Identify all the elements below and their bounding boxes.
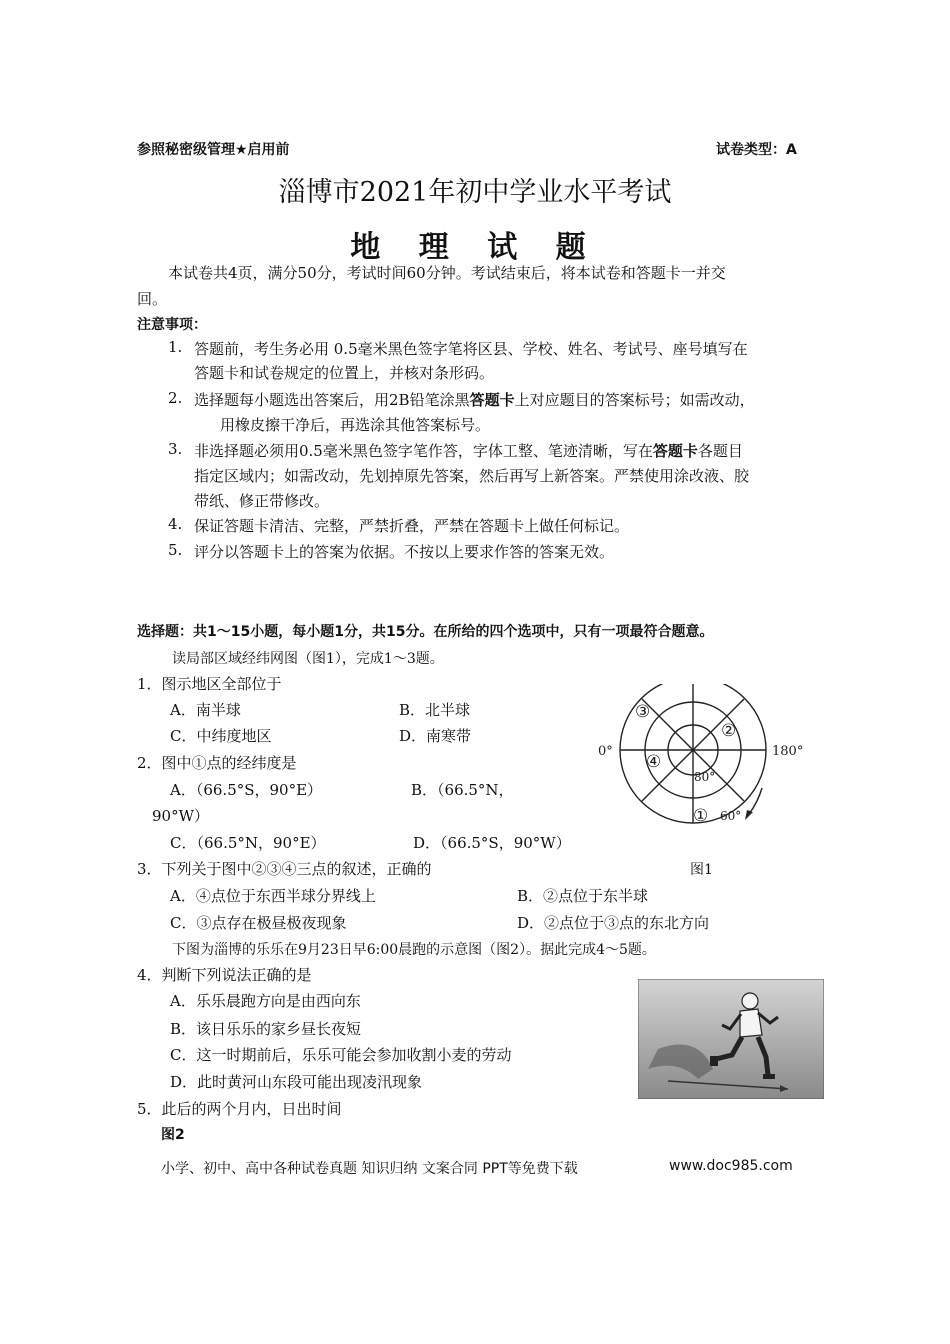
lead-1: 读局部区域经纬网图（图1），完成1～3题。 [172, 651, 444, 667]
q1-option-d: D．南寒带 [399, 727, 472, 745]
q1-stem: 1．图示地区全部位于 [137, 675, 282, 693]
q3-option-a: A．④点位于东西半球分界线上 [170, 887, 376, 905]
note-number: 1. [168, 338, 183, 356]
q4-option-c: C．这一时期前后，乐乐可能会参加收割小麦的劳动 [170, 1046, 512, 1064]
paper-type-label: 试卷类型：A [716, 142, 797, 158]
q3-stem: 3．下列关于图中②③④三点的叙述，正确的 [137, 860, 432, 878]
runner-shoe [710, 1056, 718, 1066]
q2-stem: 2．图中①点的经纬度是 [137, 754, 297, 772]
label-lat-60: 60° [720, 809, 742, 823]
note-3-line-2: 指定区域内；如需改动，先划掉原先答案，然后再写上新答案。严禁使用涂改液、胶 [194, 467, 750, 485]
q1-option-a: A．南半球 [170, 701, 241, 719]
lat-lon-grid-figure [596, 684, 810, 834]
q3-option-c: C．③点存在极昼极夜现象 [170, 914, 347, 932]
intro-line-2: 回。 [137, 290, 168, 308]
note-number: 5. [168, 541, 183, 559]
note-2-text-c: 上对应题目的答案标号；如需改动， [514, 391, 755, 409]
note-5-line-1: 评分以答题卡上的答案为依据。不按以上要求作答的答案无效。 [194, 543, 615, 561]
note-3-bold: 答题卡 [652, 442, 698, 460]
label-lon-0: 0° [598, 744, 613, 759]
notes-heading: 注意事项： [137, 317, 207, 333]
note-number: 2. [168, 389, 183, 407]
point-4-marker: ④ [646, 752, 662, 772]
q2-option-c: C．（66.5°N，90°E） [170, 834, 326, 852]
q2-option-a: A．（66.5°S，90°E） [170, 781, 323, 799]
runner-head [742, 993, 758, 1009]
q4-option-d: D．此时黄河山东段可能出现凌汛现象 [170, 1073, 423, 1091]
note-4-line-1: 保证答题卡清洁、完整，严禁折叠，严禁在答题卡上做任何标记。 [194, 517, 630, 535]
note-2-line-2: 用橡皮擦干净后，再选涂其他答案标号。 [220, 416, 491, 434]
lead-2: 下图为淄博的乐乐在9月23日早6:00晨跑的示意图（图2）。据此完成4～5题。 [172, 942, 656, 958]
q4-option-a: A．乐乐晨跑方向是由西向东 [170, 992, 361, 1010]
point-1-marker: ① [693, 806, 709, 826]
exam-title: 淄博市2021年初中学业水平考试 [278, 177, 672, 208]
note-3-line-3: 带纸、修正带修改。 [194, 492, 330, 510]
note-3-text-c: 各题目 [697, 442, 743, 460]
note-3-text-a: 非选择题必须用0.5毫米黑色签字笔作答，字体工整、笔迹清晰，写在 [194, 442, 653, 460]
arrow-head [745, 810, 753, 820]
photo-background [638, 979, 824, 1099]
q2-option-b-cont: 90°W） [152, 807, 210, 825]
point-2-marker: ② [721, 721, 737, 741]
q5-stem: 5．此后的两个月内，日出时间 [137, 1100, 342, 1118]
label-lon-180: 180° [772, 744, 804, 759]
section-heading: 选择题：共1～15小题，每小题1分，共15分。在所给的四个选项中，只有一项最符合题意。 [137, 624, 714, 640]
label-lat-80: 80° [694, 770, 716, 784]
q1-option-b: B．北半球 [399, 701, 471, 719]
q1-option-c: C．中纬度地区 [170, 727, 272, 745]
note-2-text-a: 选择题每小题选出答案后，用2B铅笔涂黑 [194, 391, 470, 409]
paper-subtitle: 地 理 试 题 [350, 230, 600, 265]
runner-shoe [763, 1074, 775, 1079]
q3-option-b: B．②点位于东半球 [517, 887, 649, 905]
note-2-bold: 答题卡 [469, 391, 515, 409]
secrecy-label: 参照秘密级管理★启用前 [137, 142, 290, 158]
note-1-line-1: 答题前，考生务必用 0.5毫米黑色签字笔将区县、学校、姓名、考试号、座号填写在 [194, 340, 748, 358]
q4-option-b: B．该日乐乐的家乡昼长夜短 [170, 1020, 362, 1038]
note-number: 4. [168, 515, 183, 533]
footer-url[interactable]: www.doc985.com [669, 1158, 793, 1174]
note-3-line-1 [194, 440, 743, 461]
note-1-line-2: 答题卡和试卷规定的位置上，并核对条形码。 [194, 364, 495, 382]
q3-option-d: D．②点位于③点的东北方向 [517, 914, 710, 932]
footer-text: 小学、初中、高中各种试卷真题 知识归纳 文案合同 PPT等免费下载 [161, 1161, 578, 1177]
q4-stem: 4．判断下列说法正确的是 [137, 966, 312, 984]
point-3-marker: ③ [635, 702, 651, 722]
morning-run-figure [638, 979, 824, 1099]
q2-option-d: D．（66.5°S，90°W） [413, 834, 571, 852]
q2-option-b: B．（66.5°N， [411, 781, 514, 799]
rotation-arrow [749, 788, 762, 814]
figure-1-caption: 图1 [690, 862, 713, 878]
note-2-line-1 [194, 389, 755, 410]
note-number: 3. [168, 440, 183, 458]
intro-line-1: 本试卷共4页，满分50分，考试时间60分钟。考试结束后，将本试卷和答题卡一并交 [168, 264, 726, 282]
figure-2-caption: 图2 [161, 1127, 185, 1143]
